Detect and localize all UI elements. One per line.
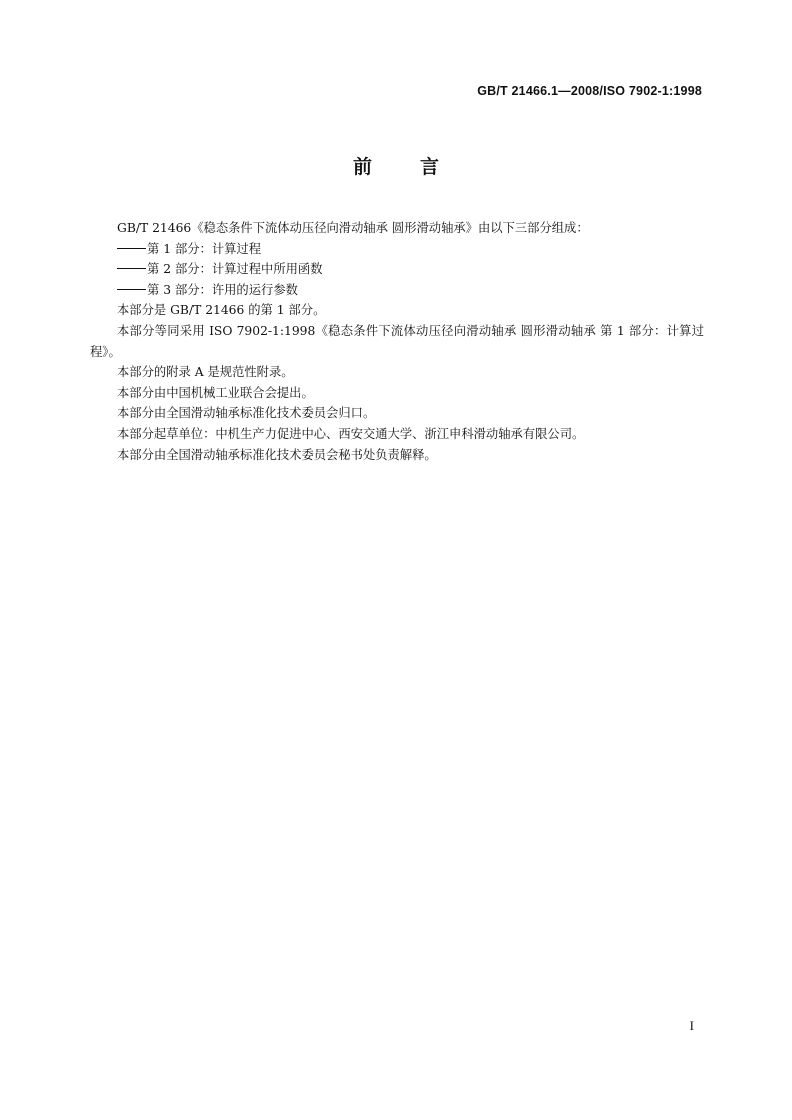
part-list-item-label: 第 1 部分：计算过程: [147, 241, 262, 256]
part-list-item-3: [90, 280, 704, 301]
centralized-by-paragraph: 本部分由全国滑动轴承标准化技术委员会归口。: [117, 406, 376, 421]
page-number: I: [689, 1018, 694, 1033]
page-title: 前言: [352, 156, 487, 178]
part-list-item-1: [90, 239, 704, 260]
this-part-paragraph: 本部分是 GB/T 21466 的第 1 部分。: [117, 303, 326, 318]
foreword-body: [90, 218, 704, 465]
annex-paragraph: 本部分的附录 A 是规范性附录。: [117, 365, 294, 380]
part-list-item-label: 第 2 部分：计算过程中所用函数: [147, 262, 323, 277]
part-list-item-label: 第 3 部分：许用的运行参数: [147, 282, 298, 297]
part-list-item-2: [90, 259, 704, 280]
interpreted-by-paragraph: 本部分由全国滑动轴承标准化技术委员会秘书处负责解释。: [117, 447, 437, 462]
equivalence-paragraph: 本部分等同采用 ISO 7902-1:1998《稳态条件下流体动压径向滑动轴承 圆形滑动轴承 第 1 部分：计算过程》。: [90, 323, 704, 359]
proposed-by-paragraph: 本部分由中国机械工业联合会提出。: [117, 385, 314, 400]
em-dash-marker: [117, 268, 146, 269]
em-dash-marker: [117, 248, 146, 249]
standard-code-header: GB/T 21466.1—2008/ISO 7902-1:1998: [477, 84, 702, 98]
intro-paragraph: GB/T 21466《稳态条件下流体动压径向滑动轴承 圆形滑动轴承》由以下三部分组成：: [117, 221, 589, 235]
em-dash-marker: [117, 289, 146, 290]
drafted-by-paragraph: 本部分起草单位：中机生产力促进中心、西安交通大学、浙江申科滑动轴承有限公司。: [117, 426, 585, 441]
